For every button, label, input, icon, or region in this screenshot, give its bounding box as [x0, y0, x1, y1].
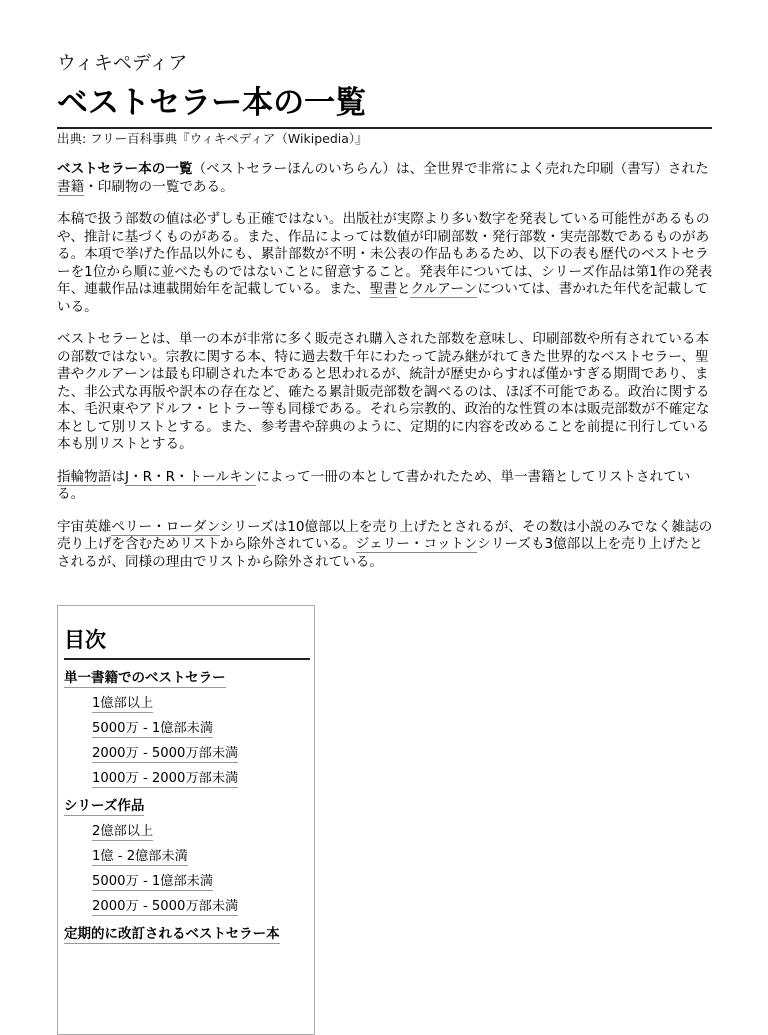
accuracy-text: 本稿で扱う部数の値は必ずしも正確ではない。出版社が実際より多い数字を発表している可能性があるものや、推計に基づくものがある。また、作品によっては数値が印刷部数・発行部数・実売部数であるものがある。本項で挙げた作品以外にも、累計部数が不明・未公表の作品もあるため、以下の表も歴代のベストセラーを1位から順に並べたものではないことに留意すること。発表年については、シリーズ作品は第1作の発表年、連載作品は連載開始年を記載している。また、 — [57, 211, 713, 297]
intro-bold-term: ベストセラー本の一覧 — [57, 161, 193, 177]
accuracy-end: については、書かれた年代を記載している。 — [57, 281, 709, 315]
series-text-2: シリーズは10億部以上を売り上げたとされるが、その数は小説のみでなく雑誌の売り上げを含むためリストから除外されている。 — [57, 518, 713, 552]
toc-item[interactable]: 2億部以上 — [92, 824, 154, 839]
lotr-paragraph — [57, 469, 715, 504]
toc-item[interactable]: 1億 - 2億部未満 — [92, 849, 188, 864]
table-of-contents — [57, 605, 315, 1035]
page-title: ベストセラー本の一覧 — [57, 84, 712, 129]
intro-text-2: ・印刷物の一覧である。 — [84, 178, 234, 195]
link-bible[interactable]: 聖書 — [369, 281, 397, 297]
link-jerry-cotton[interactable]: ジェリー・コットン — [355, 536, 478, 552]
definition-paragraph: ベストセラーとは、単一の本が非常に多く販売され購入された部数を意味し、印刷部数や所有されている本の部数ではない。宗教に関する本、特に過去数千年にわたって読み継がれてきた世界的なベストセラー、聖書やクルアーンは最も印刷された本であると思われるが、統計が歴史からすれば僅かすぎる期間であり、また、非公式な再版や訳本の存在など、確たる累計販売部数を調べるのは、ほぼ不可能である。政治に関する本、毛沢東やアドルフ・ヒトラー等も同様である。それら宗教的、政治的な性質の本は販売部数が不確定な本として別リストとする。また、参考書や辞典のように、定期的に内容を改めることを前提に刊行している本も別リストとする。 — [57, 331, 710, 452]
link-perry-rhodan[interactable]: ペリー・ローダン — [111, 518, 220, 535]
toc-item[interactable]: 5000万 - 1億部未満 — [92, 721, 214, 736]
intro-text-1: （ベストセラーほんのいちらん）は、全世界で非常によく売れた印刷（書写）された — [192, 161, 709, 177]
toc-item[interactable]: 1億部以上 — [92, 696, 154, 711]
toc-item[interactable]: 2000万 - 5000万部未満 — [92, 899, 239, 914]
lotr-text-2: によって一冊の本として書かれたため、単一書籍としてリストされている。 — [57, 468, 691, 502]
toc-item[interactable]: 5000万 - 1億部未満 — [92, 874, 214, 889]
link-books[interactable]: 書籍 — [57, 178, 85, 195]
link-lord-of-the-rings[interactable]: 指輪物語 — [57, 468, 112, 485]
toc-section-revised[interactable]: 定期的に改訂されるベストセラー本 — [64, 926, 280, 942]
link-quran[interactable]: クルアーン — [410, 281, 478, 297]
toc-item[interactable]: 1000万 - 2000万部未満 — [92, 771, 239, 786]
series-exclusion-paragraph — [57, 519, 715, 572]
toc-section-series[interactable]: シリーズ作品 — [64, 798, 145, 814]
lotr-text-1: は — [111, 468, 125, 485]
series-text-1: 宇宙英雄 — [57, 518, 112, 535]
article-body — [57, 161, 715, 586]
link-tolkien[interactable]: J・R・R・トールキン — [124, 468, 257, 485]
toc-section-single-books[interactable]: 単一書籍でのベストセラー — [64, 670, 226, 686]
toc-item[interactable]: 2000万 - 5000万部未満 — [92, 746, 239, 761]
intro-paragraph — [57, 161, 715, 196]
accuracy-mid: と — [396, 281, 411, 297]
series-text-3: シリーズも3億部以上を売り上げたとされるが、同様の理由でリストから除外されている。 — [57, 536, 703, 570]
toc-title: 目次 — [64, 626, 310, 660]
source-line: 出典: フリー百科事典『ウィキペディア（Wikipedia）』 — [57, 131, 368, 146]
accuracy-paragraph — [57, 211, 715, 316]
site-name: ウィキペディア — [57, 52, 188, 74]
